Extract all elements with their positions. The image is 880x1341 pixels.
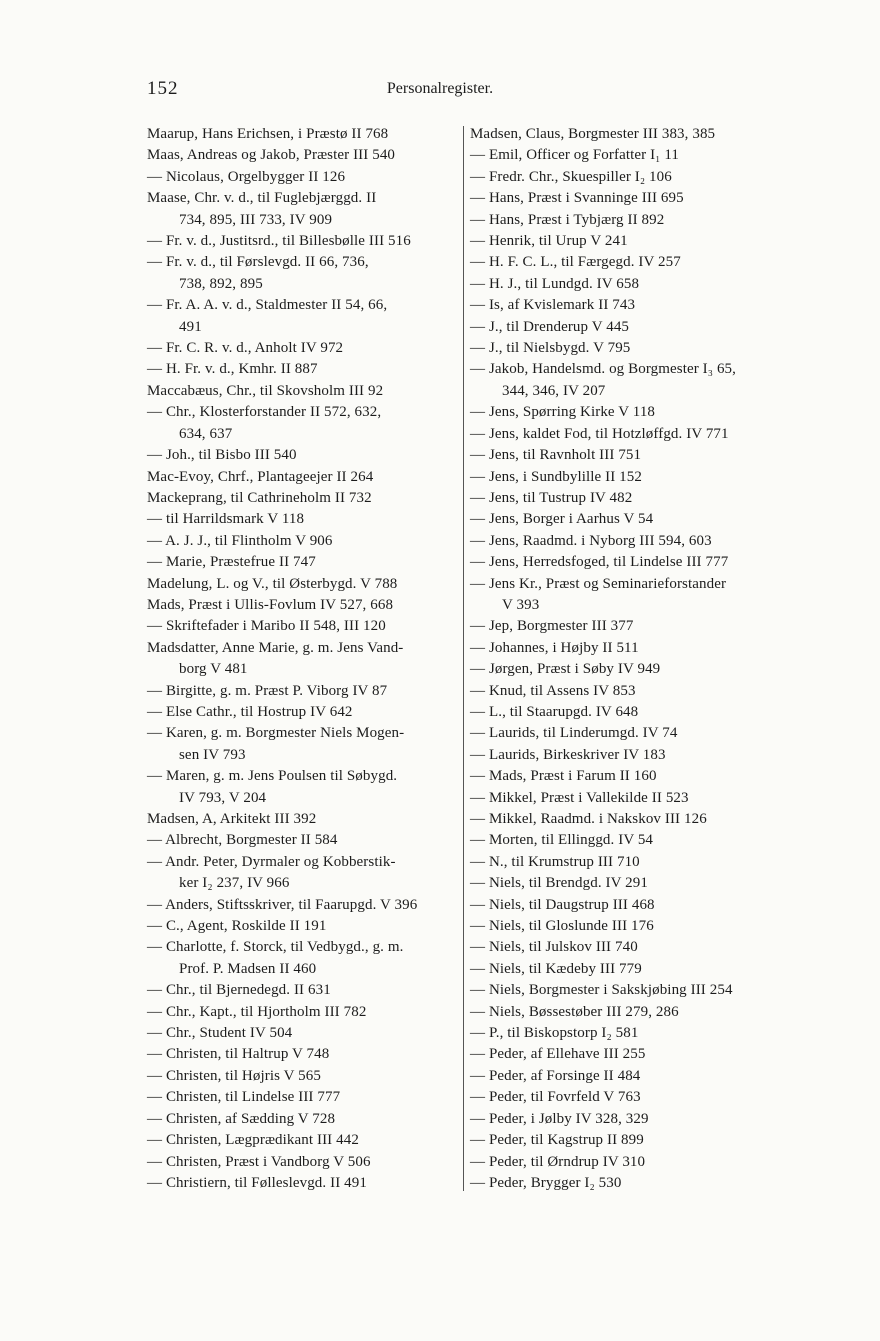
register-entry: — H. J., til Lundgd. IV 658 bbox=[470, 275, 640, 292]
register-entry: — Andr. Peter, Dyrmaler og Kobberstik- bbox=[147, 853, 396, 870]
register-entry: — Niels, til Daugstrup III 468 bbox=[470, 896, 655, 913]
register-entry: — Niels, til Brendgd. IV 291 bbox=[470, 875, 648, 892]
running-head: Personalregister. bbox=[386, 80, 494, 97]
register-entry: — Niels, Bøssestøber III 279, 286 bbox=[470, 1003, 679, 1020]
register-entry: — Christen, Præst i Vandborg V 506 bbox=[147, 1153, 371, 1170]
register-entry: Madelung, L. og V., til Østerbygd. V 788 bbox=[147, 575, 398, 592]
register-entry: — Laurids, til Linderumgd. IV 74 bbox=[470, 725, 678, 742]
register-entry: — Niels, til Julskov III 740 bbox=[470, 939, 638, 956]
register-entry: — Jens, til Ravnholt III 751 bbox=[470, 447, 642, 464]
register-entry: — Emil, Officer og Forfatter I₁ 11 bbox=[470, 147, 679, 164]
register-entry: — Chr., Student IV 504 bbox=[147, 1025, 293, 1042]
register-entry: — Jens, Borger i Aarhus V 54 bbox=[470, 511, 654, 528]
column-divider bbox=[463, 126, 464, 1191]
register-entry: sen IV 793 bbox=[179, 746, 246, 763]
register-entry: — Birgitte, g. m. Præst P. Viborg IV 87 bbox=[147, 682, 388, 699]
register-entry: — Niels, til Gloslunde III 176 bbox=[470, 918, 654, 935]
register-entry: — Fr. v. d., til Førslevgd. II 66, 736, bbox=[147, 254, 369, 271]
register-entry: Mac-Evoy, Chrf., Plantageejer II 264 bbox=[147, 468, 374, 485]
register-entry: 344, 346, IV 207 bbox=[502, 382, 606, 399]
register-entry: — Hans, Præst i Tybjærg II 892 bbox=[470, 211, 665, 228]
register-entry: — Christen, Lægprædikant III 442 bbox=[147, 1132, 359, 1149]
register-entry: — til Harrildsmark V 118 bbox=[147, 511, 305, 528]
register-entry: — Jens, Herredsfoged, til Lindelse III 777 bbox=[470, 554, 729, 571]
register-entry: — C., Agent, Roskilde II 191 bbox=[147, 918, 327, 935]
register-entry: — J., til Nielsbygd. V 795 bbox=[470, 340, 631, 357]
register-entry: Maccabæus, Chr., til Skovsholm III 92 bbox=[147, 382, 384, 399]
register-entry: — Jens, til Tustrup IV 482 bbox=[470, 489, 633, 506]
register-entry: ker I₂ 237, IV 966 bbox=[179, 875, 290, 892]
register-entry: — Laurids, Birkeskriver IV 183 bbox=[470, 746, 666, 763]
register-entry: Madsen, A, Arkitekt III 392 bbox=[147, 811, 317, 827]
register-entry: — Niels, til Kædeby III 779 bbox=[470, 960, 642, 977]
register-entry: — Albrecht, Borgmester II 584 bbox=[147, 832, 338, 849]
register-entry: — A. J. J., til Flintholm V 906 bbox=[147, 532, 333, 549]
register-entry: — Chr., Kapt., til Hjortholm III 782 bbox=[147, 1003, 367, 1020]
register-entry: — Peder, af Ellehave III 255 bbox=[470, 1046, 646, 1063]
register-entry: Mads, Præst i Ullis-Fovlum IV 527, 668 bbox=[147, 596, 394, 613]
register-entry: — Chr., Klosterforstander II 572, 632, bbox=[147, 404, 382, 421]
register-entry: — Jørgen, Præst i Søby IV 949 bbox=[470, 661, 661, 678]
register-entry: — Mads, Præst i Farum II 160 bbox=[470, 768, 657, 785]
register-entry: — Else Cathr., til Hostrup IV 642 bbox=[147, 703, 353, 720]
register-entry: IV 793, V 204 bbox=[179, 789, 267, 806]
register-entry: — Nicolaus, Orgelbygger II 126 bbox=[147, 168, 346, 185]
register-entry: 734, 895, III 733, IV 909 bbox=[179, 211, 333, 228]
register-entry: — Jens, i Sundbylille II 152 bbox=[470, 468, 642, 485]
register-entry: — Hans, Præst i Svanninge III 695 bbox=[470, 190, 684, 207]
register-entry: — Jens, kaldet Fod, til Hotzløffgd. IV 771 bbox=[470, 425, 729, 442]
register-entry: — Fredr. Chr., Skuespiller I₂ 106 bbox=[470, 168, 672, 185]
register-entry: — Anders, Stiftsskriver, til Faarupgd. V 396 bbox=[147, 896, 418, 913]
register-entry: Madsen, Claus, Borgmester III 383, 385 bbox=[470, 126, 716, 142]
register-entry: Maas, Andreas og Jakob, Præster III 540 bbox=[147, 147, 396, 164]
register-entry: — Jens, Raadmd. i Nyborg III 594, 603 bbox=[470, 532, 712, 549]
register-entry: — Peder, Brygger I₂ 530 bbox=[470, 1174, 622, 1191]
register-entry: — Fr. v. d., Justitsrd., til Billesbølle III 516 bbox=[147, 233, 411, 250]
register-entry: Madsdatter, Anne Marie, g. m. Jens Vand- bbox=[147, 639, 404, 656]
register-entry: — J., til Drenderup V 445 bbox=[470, 318, 630, 335]
register-entry: Prof. P. Madsen II 460 bbox=[179, 960, 317, 977]
register-entry: — Peder, af Forsinge II 484 bbox=[470, 1067, 641, 1084]
register-entry: Mackeprang, til Cathrineholm II 732 bbox=[147, 489, 372, 506]
register-entry: — Jakob, Handelsmd. og Borgmester I₃ 65, bbox=[470, 361, 737, 378]
register-entry: Maase, Chr. v. d., til Fuglebjærggd. II bbox=[147, 190, 377, 207]
register-entry: — H. Fr. v. d., Kmhr. II 887 bbox=[147, 361, 318, 378]
register-entry: — L., til Staarupgd. IV 648 bbox=[470, 703, 639, 720]
register-entry: — Is, af Kvislemark II 743 bbox=[470, 297, 636, 314]
register-entry: 738, 892, 895 bbox=[179, 275, 263, 292]
register-entry: — Charlotte, f. Storck, til Vedbygd., g. m. bbox=[147, 939, 404, 956]
register-entry: — H. F. C. L., til Færgegd. IV 257 bbox=[470, 254, 681, 271]
register-entry: V 393 bbox=[502, 596, 540, 613]
register-entry: — Jens Kr., Præst og Seminarieforstander bbox=[470, 575, 727, 592]
register-entry: 491 bbox=[179, 318, 202, 335]
register-entry: — Peder, til Ørndrup IV 310 bbox=[470, 1153, 646, 1170]
register-entry: — Skriftefader i Maribo II 548, III 120 bbox=[147, 618, 386, 635]
register-entry: Maarup, Hans Erichsen, i Præstø II 768 bbox=[147, 126, 389, 142]
register-entry: — Fr. A. A. v. d., Staldmester II 54, 66, bbox=[147, 297, 388, 314]
register-entry: 634, 637 bbox=[179, 425, 233, 442]
register-entry: — Christen, af Sædding V 728 bbox=[147, 1110, 336, 1127]
register-entry: — Christen, til Lindelse III 777 bbox=[147, 1089, 341, 1106]
register-entry: — Maren, g. m. Jens Poulsen til Søbygd. bbox=[147, 768, 398, 785]
register-entry: — Henrik, til Urup V 241 bbox=[470, 233, 628, 250]
page-number: 152 bbox=[147, 78, 179, 99]
register-entry: — Jens, Spørring Kirke V 118 bbox=[470, 404, 656, 421]
register-entry: borg V 481 bbox=[179, 661, 248, 678]
register-entry: — Chr., til Bjernedegd. II 631 bbox=[147, 982, 331, 999]
register-entry: — Peder, i Jølby IV 328, 329 bbox=[470, 1110, 649, 1127]
register-column-right bbox=[470, 124, 782, 1194]
register-entry: — Fr. C. R. v. d., Anholt IV 972 bbox=[147, 340, 344, 357]
register-entry: — N., til Krumstrup III 710 bbox=[470, 853, 640, 870]
register-entry: — Mikkel, Raadmd. i Nakskov III 126 bbox=[470, 811, 707, 827]
register-entry: — Johannes, i Højby II 511 bbox=[470, 639, 639, 656]
register-entry: — Christiern, til Følleslevgd. II 491 bbox=[147, 1174, 367, 1191]
register-entry: — Morten, til Ellinggd. IV 54 bbox=[470, 832, 654, 849]
register-column-left bbox=[147, 124, 459, 1194]
register-entry: — Joh., til Bisbo III 540 bbox=[147, 447, 297, 464]
register-entry: — Knud, til Assens IV 853 bbox=[470, 682, 636, 699]
register-entry: — Niels, Borgmester i Sakskjøbing III 254 bbox=[470, 982, 733, 999]
register-entry: — Jep, Borgmester III 377 bbox=[470, 618, 634, 635]
register-entry: — Peder, til Kagstrup II 899 bbox=[470, 1132, 644, 1149]
register-entry: — Peder, til Fovrfeld V 763 bbox=[470, 1089, 641, 1106]
register-entry: — Mikkel, Præst i Vallekilde II 523 bbox=[470, 789, 689, 806]
register-entry: — P., til Biskopstorp I₂ 581 bbox=[470, 1025, 639, 1042]
register-entry: — Christen, til Haltrup V 748 bbox=[147, 1046, 330, 1063]
register-entry: — Marie, Præstefrue II 747 bbox=[147, 554, 316, 571]
register-entry: — Christen, til Højris V 565 bbox=[147, 1067, 321, 1084]
register-entry: — Karen, g. m. Borgmester Niels Mogen- bbox=[147, 725, 405, 742]
